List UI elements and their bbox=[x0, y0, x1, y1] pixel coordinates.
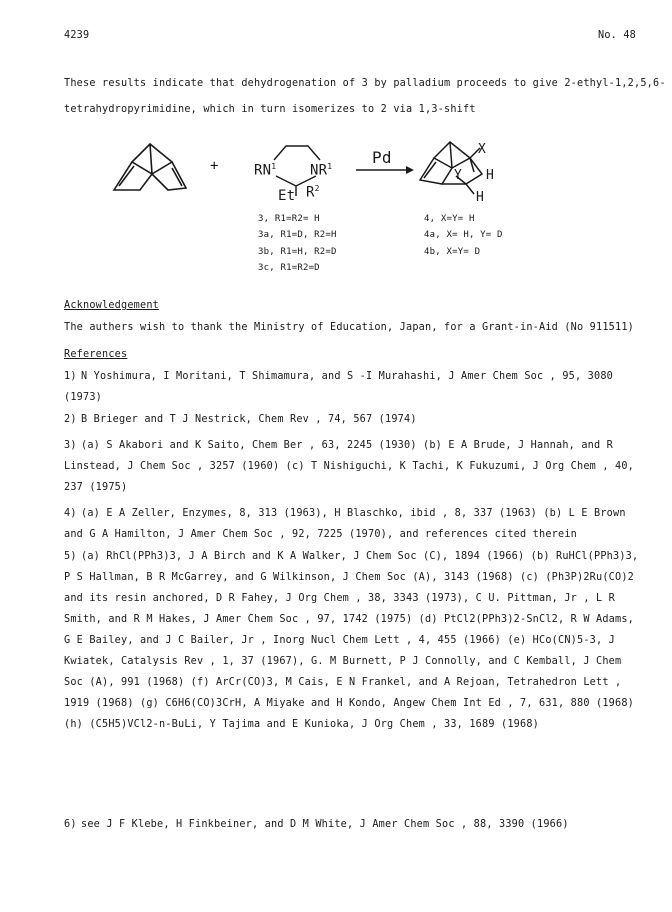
compound-label-3a: 3a, R1=D, R2=H bbox=[258, 230, 337, 240]
product-h-1: H bbox=[486, 168, 495, 183]
compound-label-3c: 3c, R1=R2=D bbox=[258, 263, 320, 273]
product-x: X bbox=[478, 142, 487, 157]
issue-number: No. 48 bbox=[598, 30, 637, 41]
reference-text: (a) S Akabori and K Saito, Chem Ber , 63, 2245 (1930) (b) E A Brude, J Hannah, and R Linstead, J Chem Soc , 3257 (1960) (c) T Nishiguchi, K Tachi, K Fukuzumi, J Org Chem , 40, 237 (1975) bbox=[64, 440, 635, 493]
reaction-arrow bbox=[356, 164, 416, 176]
product-h-2: H bbox=[476, 190, 485, 205]
ring-n-right: $NR^1$ bbox=[310, 162, 333, 179]
reference-item bbox=[64, 366, 639, 408]
references-heading: References bbox=[64, 349, 128, 360]
compound-label-4b: 4b, X=Y= D bbox=[424, 247, 481, 257]
reference-item bbox=[64, 546, 639, 735]
compound-label-4a: 4a, X= H, Y= D bbox=[424, 230, 503, 240]
reference-number: 1) bbox=[64, 371, 77, 382]
product-y: Y bbox=[454, 168, 463, 183]
reference-text: (a) E A Zeller, Enzymes, 8, 313 (1963), H Blaschko, ibid , 8, 337 (1963) (b) L E Brown and G A Hamilton, J Amer Chem Soc , 92, 7225 (1970), and references cited therein bbox=[64, 508, 626, 540]
reference-text: see J F Klebe, H Finkbeiner, and D M White, J Amer Chem Soc , 88, 3390 (1966) bbox=[81, 819, 569, 830]
acknowledgement-text: The authers wish to thank the Ministry of Education, Japan, for a Grant-in-Aid (No 911511) bbox=[64, 322, 635, 333]
reference-number: 6) bbox=[64, 819, 77, 830]
substituent-r2: $R^2$ bbox=[306, 184, 320, 201]
norbornadiene-structure bbox=[110, 140, 190, 195]
reference-text: B Brieger and T J Nestrick, Chem Rev , 74, 567 (1974) bbox=[81, 414, 417, 425]
intro-line-1: These results indicate that dehydrogenation of 3 by palladium proceeds to give 2-ethyl-1,2,5,6- bbox=[64, 78, 666, 89]
reference-text: (a) RhCl(PPh3)3, J A Birch and K A Walker, J Chem Soc (C), 1894 (1966) (b) RuHCl(PPh3)3, P S Hallman, B R McGarrey, and G Wilkinson, J Chem Soc (A), 3143 (1968) (c) (Ph3P)2Ru(CO)2 and its resin anchored, D R Fahey, J Org Chem , 38, 3343 (1973), C U. Pittman, Jr , L R Smith, and R M Hakes, J Amer Chem Soc , 97, 1742 (1975) (d) PtCl2(PPh3)2-SnCl2, R W Adams, G E Bailey, and J C Bailer, Jr , Inorg Nucl Chem Lett , 4, 455 (1966) (e) HCo(CN)5-3, J Kwiatek, Catalysis Rev , 1, 37 (1967), G. M Burnett, P J Connolly, and C Kemball, J Chem Soc (A), 991 (1968) (f) ArCr(CO)3, M Cais, E N Frankel, and A Rejoan, Tetrahedron Lett , 1919 (1968) (g) C6H6(CO)3CrH, A Miyake and H Kondo, Angew Chem Int Ed , 7, 631, 880 (1968) (h) (C5H5)VCl2-n-BuLi, Y Tajima and E Kunioka, J Org Chem , 33, 1689 (1968) bbox=[64, 551, 639, 730]
compound-label-3b: 3b, R1=H, R2=D bbox=[258, 247, 337, 257]
reference-item bbox=[64, 814, 639, 835]
intro-line-2: tetrahydropyrimidine, which in turn isomerizes to 2 via 1,3-shift bbox=[64, 104, 476, 115]
reference-number: 4) bbox=[64, 508, 77, 519]
reference-item bbox=[64, 409, 639, 430]
plus-sign: + bbox=[210, 158, 219, 174]
reference-item bbox=[64, 503, 639, 545]
reagent-label: Pd bbox=[372, 148, 392, 167]
reference-number: 5) bbox=[64, 551, 77, 562]
reference-item bbox=[64, 435, 639, 498]
reference-number: 3) bbox=[64, 440, 77, 451]
reference-number: 2) bbox=[64, 414, 77, 425]
substituent-et: Et bbox=[278, 188, 296, 204]
reference-text: N Yoshimura, I Moritani, T Shimamura, and S -I Murahashi, J Amer Chem Soc , 95, 3080 (1973) bbox=[64, 371, 614, 403]
compound-label-3: 3, R1=R2= H bbox=[258, 214, 320, 224]
page-number: 4239 bbox=[64, 30, 90, 41]
compound-label-4: 4, X=Y= H bbox=[424, 214, 475, 224]
ring-n-left: $RN^1$ bbox=[254, 162, 277, 179]
acknowledgement-heading: Acknowledgement bbox=[64, 300, 160, 311]
